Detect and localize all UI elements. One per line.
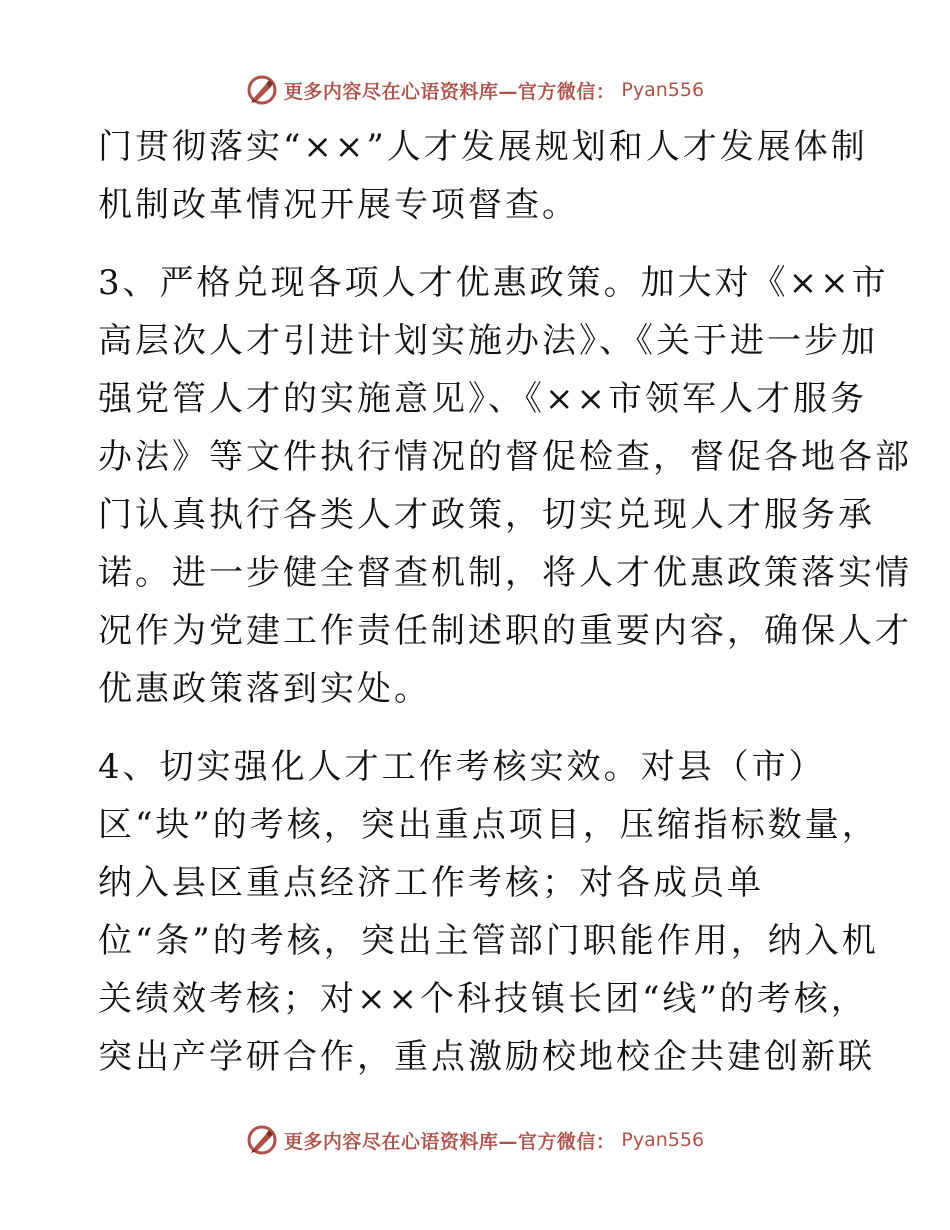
text-line: 突出产学研合作，重点激励校地校企共建创新联 [98, 1037, 875, 1077]
text-line: 3、严格兑现各项人才优惠政策。加大对《××市 [98, 263, 889, 303]
text-line: 门贯彻落实“××”人才发展规划和人才发展体制 [98, 127, 868, 167]
footer-wechat-id: Pyan556 [621, 1129, 705, 1151]
paragraph-1 [98, 118, 868, 234]
text-line: 4、切实强化人才工作考核实效。对县（市） [98, 747, 826, 787]
paragraph-2 [98, 254, 912, 718]
document-body [98, 118, 912, 1086]
text-line: 机制改革情况开展专项督查。 [98, 185, 579, 225]
footer-banner-text: 更多内容尽在心语资料库—官方微信： [283, 1130, 616, 1153]
text-line: 门认真执行各类人才政策，切实兑现人才服务承 [98, 495, 875, 535]
text-line: 高层次人才引进计划实施办法》、《关于进一步加 [98, 321, 878, 361]
pen-logo-icon [246, 74, 278, 106]
text-line: 况作为党建工作责任制述职的重要内容，确保人才 [98, 611, 912, 651]
text-line: 位“条”的考核，突出主管部门职能作用，纳入机 [98, 921, 879, 961]
header-wechat-id: Pyan556 [621, 79, 705, 101]
header-banner-text: 更多内容尽在心语资料库—官方微信： [283, 80, 616, 103]
text-line: 诺。进一步健全督查机制，将人才优惠政策落实情 [98, 553, 912, 593]
text-line: 优惠政策落到实处。 [98, 669, 431, 709]
text-line: 纳入县区重点经济工作考核；对各成员单 [98, 863, 764, 903]
header-banner [0, 70, 950, 110]
footer-banner [0, 1120, 950, 1160]
paragraph-3 [98, 738, 879, 1086]
text-line: 关绩效考核；对××个科技镇长团“线”的考核， [98, 979, 868, 1019]
text-line: 区“块”的考核，突出重点项目，压缩指标数量， [98, 805, 879, 845]
pen-logo-icon [246, 1124, 278, 1156]
text-line: 强党管人才的实施意见》、《××市领军人才服务 [98, 379, 867, 419]
text-line: 办法》等文件执行情况的督促检查，督促各地各部 [98, 437, 912, 477]
